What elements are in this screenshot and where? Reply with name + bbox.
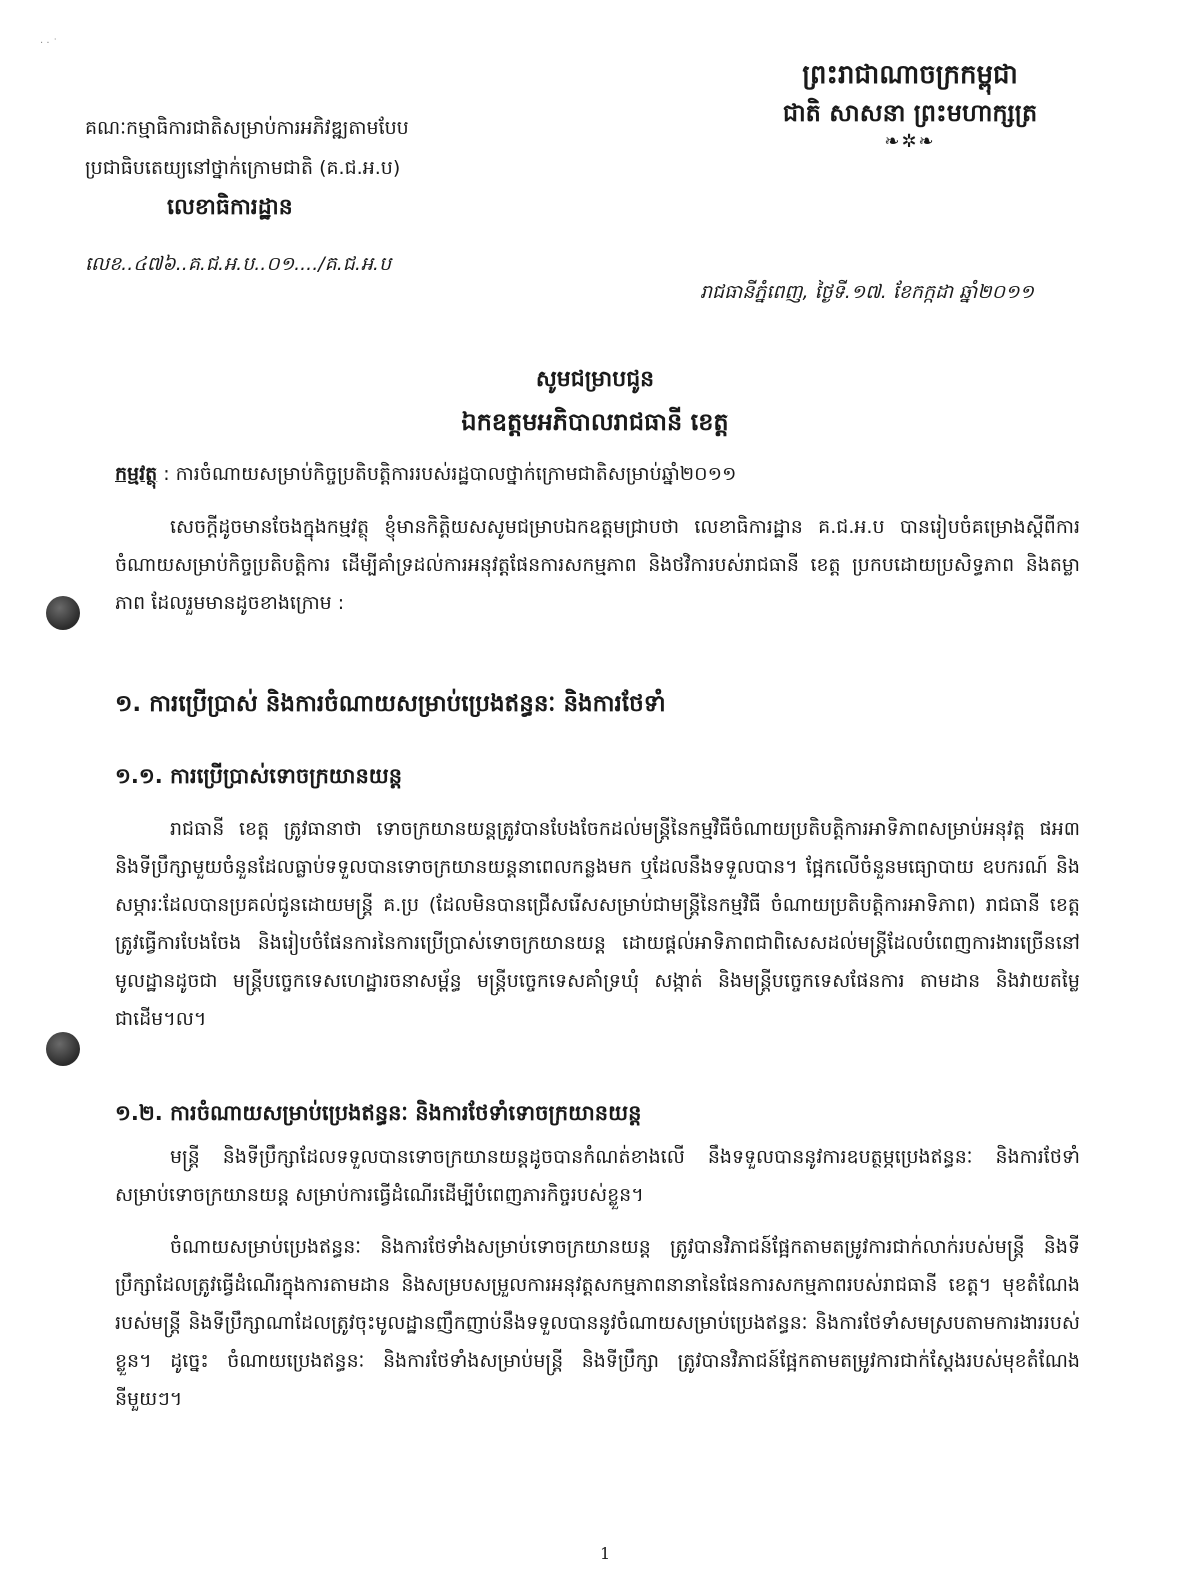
kingdom-title: ព្រះរាជាណាចក្រកម្ពុជា: [802, 60, 1018, 90]
kingdom-header: [730, 55, 1090, 153]
punch-hole-bottom: [46, 1032, 80, 1066]
org-name-line2: ប្រជាធិបតេយ្យនៅថ្នាក់ក្រោមជាតិ (គ.ជ.អ.ប): [85, 157, 401, 179]
salutation-line1: សូមជម្រាបជូន: [535, 367, 655, 392]
date-line: រាជធានីភ្នំពេញ, ថ្ងៃទី.១៧. ខែកក្កដា ឆ្នាំ២០១១: [700, 281, 1034, 303]
section-1-2-paragraph-1: មន្ត្រី និងទីប្រឹក្សាដែលទទួលបានទោចក្រយានយន្តដូចបានកំណត់ខាងលើ នឹងទទួលបាននូវការឧបត្ថម្ភប្រេងឥន្ធនៈ និងការថែទាំសម្រាប់ទោចក្រយានយន្ត សម្រាប់ការធ្វើដំណើរដើម្បីបំពេញភារកិច្ចរបស់ខ្លួន។: [115, 1146, 1080, 1206]
subject-label: កម្មវត្ថុ: [115, 463, 158, 485]
subject-line: [115, 462, 736, 490]
section-1-heading: ១. ការប្រើប្រាស់ និងការចំណាយសម្រាប់ប្រេងឥន្ធនៈ និងការថែទាំ: [115, 691, 666, 717]
punch-hole-top: [46, 596, 80, 630]
secretariat-label: លេខាធិការដ្ឋាន: [167, 195, 293, 220]
org-name-line1: គណៈកម្មាធិការជាតិសម្រាប់ការអភិវឌ្ឍតាមបែប: [85, 117, 409, 139]
section-1-2-heading: ១.២. ការចំណាយសម្រាប់ប្រេងឥន្ធនៈ និងការថែទាំទោចក្រយានយន្ត: [115, 1101, 642, 1125]
section-1-1-heading: ១.១. ការប្រើប្រាស់ទោចក្រយានយន្ត: [115, 764, 403, 788]
reference-number: លេខ..៤៧៦..គ.ជ.អ.ប..០១..../គ.ជ.អ.ប: [85, 253, 392, 275]
salutation-line2: ឯកឧត្តមអភិបាលរាជធានី ខេត្ត: [461, 408, 729, 436]
issuer-block: [85, 108, 505, 228]
national-motto: ជាតិ សាសនា ព្រះមហាក្សត្រ: [782, 99, 1038, 127]
section-1-1-paragraph: រាជធានី ខេត្ត ត្រូវធានាថា ទោចក្រយានយន្តត្រូវបានបែងចែកដល់មន្ត្រីនៃកម្មវិធីចំណាយប្រតិបត្តិការអាទិភាពសម្រាប់អនុវត្ត ផអ៣ និងទីប្រឹក្សាមួយចំនួនដែលធ្លាប់ទទួលបានទោចក្រយានយន្តនាពេលកន្លងមក ឬដែលនឹងទទួលបាន។ ផ្អែកលើចំនួនមធ្យោបាយ ឧបករណ៍ និងសម្ភារៈដែលបានប្រគល់ជូនដោយមន្ត្រី គ.ប្រ (ដែលមិនបានជ្រើសរើសសម្រាប់ជាមន្ត្រីនៃកម្មវិធី ចំណាយប្រតិបត្តិការអាទិភាព) រាជធានី ខេត្ត ត្រូវធ្វើការបែងចែង និងរៀបចំផែនការនៃការប្រើប្រាស់ទោចក្រយានយន្ត ដោយផ្តល់អាទិភាពជាពិសេសដល់មន្ត្រីដែលបំពេញការងារច្រើននៅមូលដ្ឋានដូចជា មន្ត្រីបច្ចេកទេសហេដ្ឋារចនាសម្ព័ន្ធ មន្ត្រីបច្ចេកទេសគាំទ្រឃុំ សង្កាត់ និងមន្ត្រីបច្ចេកទេសផែនការ តាមដាន និងវាយតម្លៃជាដើម។ល។: [115, 818, 1080, 1030]
ornament-icon: ❧✲❧: [884, 131, 936, 152]
page-number: 1: [600, 1544, 611, 1563]
section-1-2-paragraph-2: ចំណាយសម្រាប់ប្រេងឥន្ធនៈ និងការថែទាំងសម្រាប់ទោចក្រយានយន្ត ត្រូវបានវិភាជន៍ផ្អែកតាមតម្រូវការជាក់លាក់របស់មន្ត្រី និងទីប្រឹក្សាដែលត្រូវធ្វើដំណើរក្នុងការតាមដាន និងសម្របសម្រួលការអនុវត្តសកម្មភាពនានានៃផែនការសកម្មភាពរបស់រាជធានី ខេត្ត។ មុខតំណែងរបស់មន្ត្រី និងទីប្រឹក្សាណាដែលត្រូវចុះមូលដ្ឋានញឹកញាប់នឹងទទួលបាននូវចំណាយសម្រាប់ប្រេងឥន្ធនៈ និងការថែទាំសមស្របតាមការងាររបស់ខ្លួន។ ដូច្នេះ ចំណាយប្រេងឥន្ធនៈ និងការថែទាំងសម្រាប់មន្ត្រី និងទីប្រឹក្សា ត្រូវបានវិភាជន៍ផ្អែកតាមតម្រូវការជាក់ស្តែងរបស់មុខតំណែងនីមួយៗ។: [115, 1236, 1080, 1410]
scan-speck: · · ˙: [40, 38, 58, 49]
salutation: [0, 360, 1190, 444]
subject-text: : ការចំណាយសម្រាប់កិច្ចប្រតិបត្តិការរបស់រដ្ឋបាលថ្នាក់ក្រោមជាតិសម្រាប់ឆ្នាំ២០១១: [163, 463, 737, 485]
intro-paragraph: សេចក្តីដូចមានចែងក្នុងកម្មវត្ថុ ខ្ញុំមានកិត្តិយសសូមជម្រាបឯកឧត្តមជ្រាបថា លេខាធិការដ្ឋាន គ.ជ.អ.ប បានរៀបចំគម្រោងស្តីពីការចំណាយសម្រាប់កិច្ចប្រតិបត្តិការ ដើម្បីគាំទ្រដល់ការអនុវត្តផែនការសកម្មភាព និងថវិការបស់រាជធានី ខេត្ត ប្រកបដោយប្រសិទ្ធភាព និងតម្លាភាព ដែលរួមមានដូចខាងក្រោម :: [115, 516, 1080, 614]
